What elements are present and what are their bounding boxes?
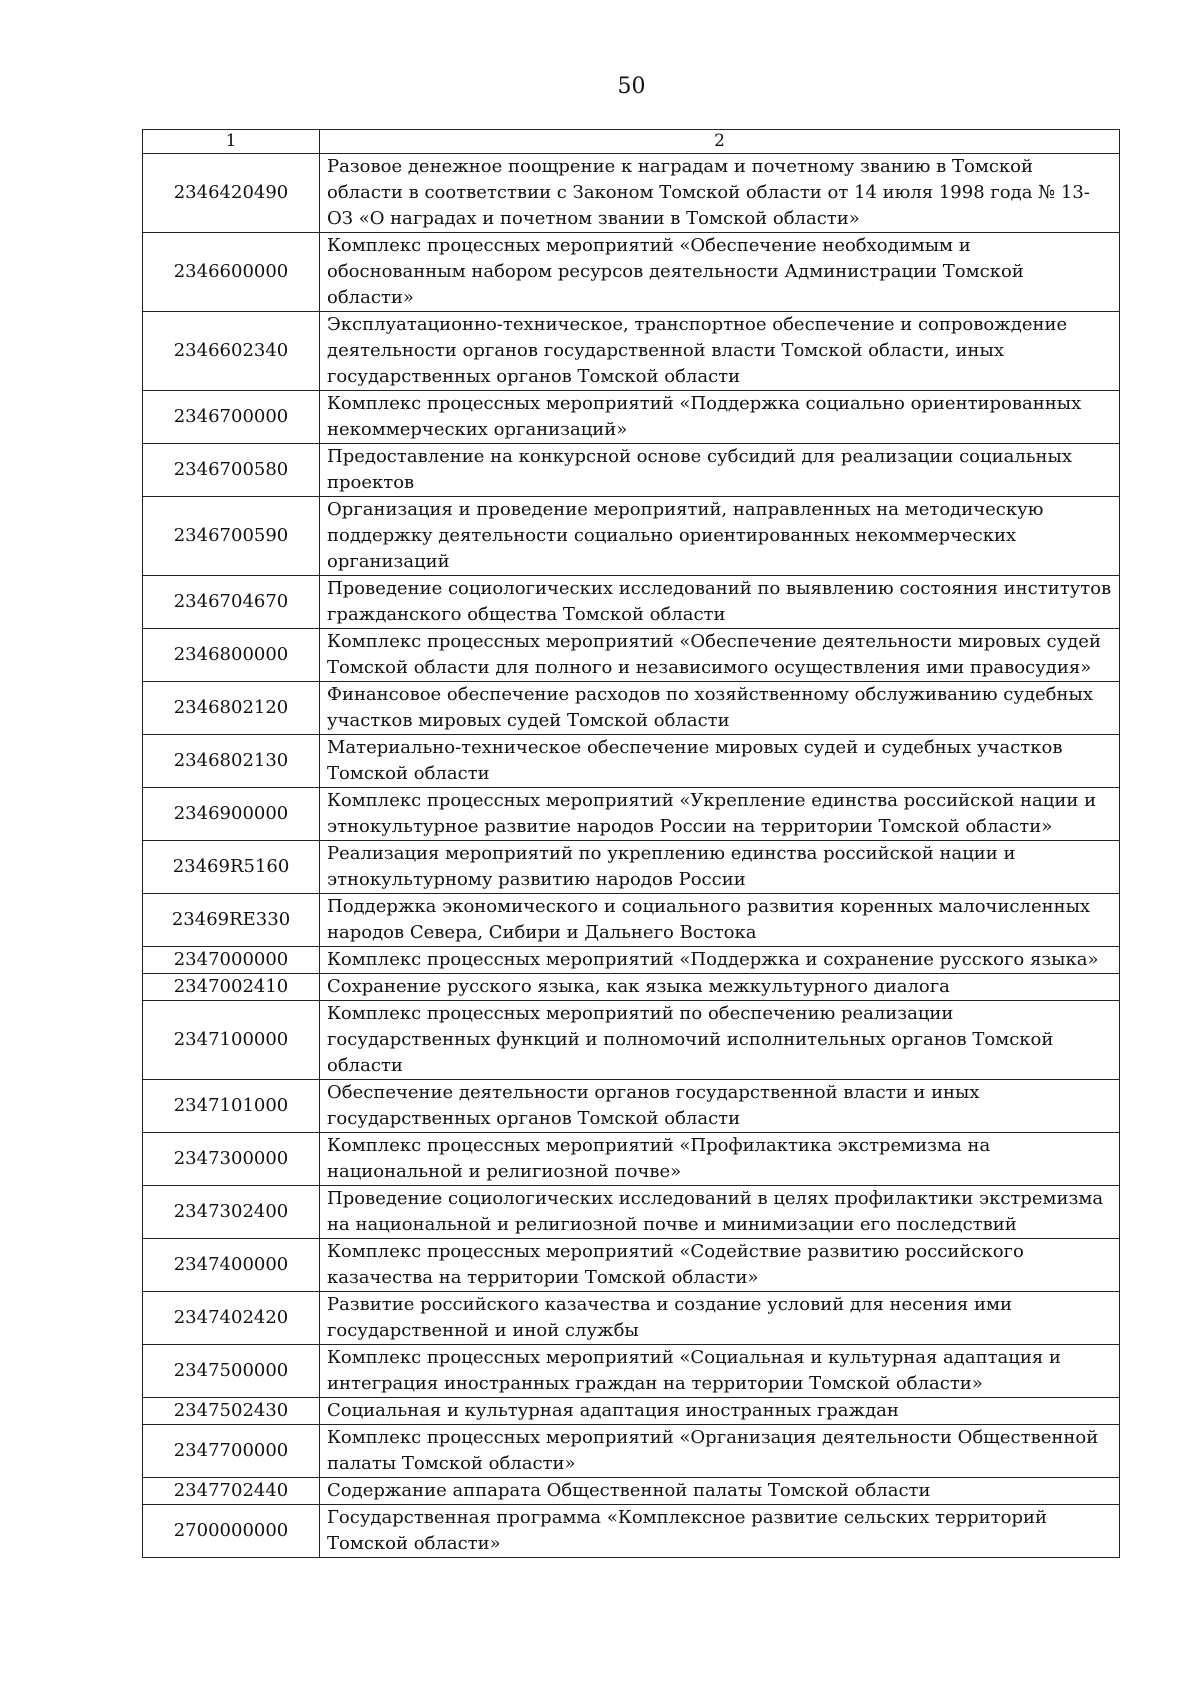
row-code: 2347300000 bbox=[143, 1133, 320, 1186]
row-description: Комплекс процессных мероприятий «Профилактика экстремизма на национальной и религиозной почве» bbox=[320, 1133, 1120, 1186]
row-description: Содержание аппарата Общественной палаты Томской области bbox=[320, 1478, 1120, 1505]
row-code: 2346700580 bbox=[143, 444, 320, 497]
table-row bbox=[143, 1133, 1120, 1186]
row-description: Материально-техническое обеспечение мировых судей и судебных участков Томской области bbox=[320, 735, 1120, 788]
row-code: 2347101000 bbox=[143, 1080, 320, 1133]
table-row bbox=[143, 312, 1120, 391]
row-code: 2347502430 bbox=[143, 1398, 320, 1425]
table-row bbox=[143, 1398, 1120, 1425]
row-description: Развитие российского казачества и создание условий для несения ими государственной и иной службы bbox=[320, 1292, 1120, 1345]
table-row bbox=[143, 1080, 1120, 1133]
table-row bbox=[143, 154, 1120, 233]
row-description: Эксплуатационно-техническое, транспортное обеспечение и сопровождение деятельности органов государственной власти Томской области, иных государственных органов Томской области bbox=[320, 312, 1120, 391]
row-code: 2347400000 bbox=[143, 1239, 320, 1292]
row-code: 2346600000 bbox=[143, 233, 320, 312]
table-row bbox=[143, 1186, 1120, 1239]
row-description: Комплекс процессных мероприятий «Поддержка и сохранение русского языка» bbox=[320, 947, 1120, 974]
row-code: 2347702440 bbox=[143, 1478, 320, 1505]
row-code: 23469R5160 bbox=[143, 841, 320, 894]
table-row bbox=[143, 1345, 1120, 1398]
table-row bbox=[143, 788, 1120, 841]
table-row bbox=[143, 629, 1120, 682]
table-row bbox=[143, 1425, 1120, 1478]
table-row bbox=[143, 682, 1120, 735]
row-description: Финансовое обеспечение расходов по хозяйственному обслуживанию судебных участков мировых судей Томской области bbox=[320, 682, 1120, 735]
table-row bbox=[143, 1239, 1120, 1292]
row-description: Комплекс процессных мероприятий «Поддержка социально ориентированных некоммерческих организаций» bbox=[320, 391, 1120, 444]
row-description: Организация и проведение мероприятий, направленных на методическую поддержку деятельности социально ориентированных некоммерческих организаций bbox=[320, 497, 1120, 576]
table-header-row bbox=[143, 130, 1120, 154]
row-description: Комплекс процессных мероприятий «Содействие развитию российского казачества на территории Томской области» bbox=[320, 1239, 1120, 1292]
page-number: 50 bbox=[617, 74, 646, 99]
column-header-code: 1 bbox=[143, 130, 320, 154]
column-header-description: 2 bbox=[320, 130, 1120, 154]
table-row bbox=[143, 947, 1120, 974]
row-description: Государственная программа «Комплексное развитие сельских территорий Томской области» bbox=[320, 1505, 1120, 1558]
row-description: Комплекс процессных мероприятий «Обеспечение деятельности мировых судей Томской области для полного и независимого осуществления ими правосудия» bbox=[320, 629, 1120, 682]
table-row bbox=[143, 391, 1120, 444]
row-code: 2347000000 bbox=[143, 947, 320, 974]
row-description: Предоставление на конкурсной основе субсидий для реализации социальных проектов bbox=[320, 444, 1120, 497]
row-code: 2346700000 bbox=[143, 391, 320, 444]
row-description: Проведение социологических исследований в целях профилактики экстремизма на национальной и религиозной почве и минимизации его последствий bbox=[320, 1186, 1120, 1239]
table-row bbox=[143, 1292, 1120, 1345]
row-description: Обеспечение деятельности органов государственной власти и иных государственных органов Томской области bbox=[320, 1080, 1120, 1133]
row-code: 2346602340 bbox=[143, 312, 320, 391]
row-description: Проведение социологических исследований по выявлению состояния институтов гражданского общества Томской области bbox=[320, 576, 1120, 629]
row-code: 2346800000 bbox=[143, 629, 320, 682]
row-description: Комплекс процессных мероприятий «Обеспечение необходимым и обоснованным набором ресурсов деятельности Администрации Томской области» bbox=[320, 233, 1120, 312]
table-row bbox=[143, 576, 1120, 629]
row-description: Поддержка экономического и социального развития коренных малочисленных народов Севера, Сибири и Дальнего Востока bbox=[320, 894, 1120, 947]
row-description: Разовое денежное поощрение к наградам и почетному званию в Томской области в соответствии с Законом Томской области от 14 июля 1998 года № 13-ОЗ «О наградах и почетном звании в Томской области» bbox=[320, 154, 1120, 233]
row-code: 2346420490 bbox=[143, 154, 320, 233]
row-code: 2346900000 bbox=[143, 788, 320, 841]
row-description: Комплекс процессных мероприятий «Укрепление единства российской нации и этнокультурное развитие народов России на территории Томской области» bbox=[320, 788, 1120, 841]
row-code: 2347402420 bbox=[143, 1292, 320, 1345]
table-row bbox=[143, 841, 1120, 894]
table-row bbox=[143, 974, 1120, 1001]
table-row bbox=[143, 1001, 1120, 1080]
row-description: Комплекс процессных мероприятий по обеспечению реализации государственных функций и полномочий исполнительных органов Томской области bbox=[320, 1001, 1120, 1080]
row-description: Реализация мероприятий по укреплению единства российской нации и этнокультурному развитию народов России bbox=[320, 841, 1120, 894]
row-description: Сохранение русского языка, как языка межкультурного диалога bbox=[320, 974, 1120, 1001]
row-code: 2346802120 bbox=[143, 682, 320, 735]
row-code: 2346704670 bbox=[143, 576, 320, 629]
row-code: 2346700590 bbox=[143, 497, 320, 576]
row-description: Социальная и культурная адаптация иностранных граждан bbox=[320, 1398, 1120, 1425]
row-code: 2347002410 bbox=[143, 974, 320, 1001]
row-code: 2347500000 bbox=[143, 1345, 320, 1398]
row-code: 2347302400 bbox=[143, 1186, 320, 1239]
row-code: 2346802130 bbox=[143, 735, 320, 788]
row-code: 2347100000 bbox=[143, 1001, 320, 1080]
table-row bbox=[143, 444, 1120, 497]
row-description: Комплекс процессных мероприятий «Организация деятельности Общественной палаты Томской области» bbox=[320, 1425, 1120, 1478]
table-row bbox=[143, 1505, 1120, 1558]
table-row bbox=[143, 233, 1120, 312]
row-code: 2347700000 bbox=[143, 1425, 320, 1478]
table-row bbox=[143, 1478, 1120, 1505]
row-code: 2700000000 bbox=[143, 1505, 320, 1558]
budget-classification-table bbox=[142, 129, 1120, 1558]
row-description: Комплекс процессных мероприятий «Социальная и культурная адаптация и интеграция иностранных граждан на территории Томской области» bbox=[320, 1345, 1120, 1398]
table-row bbox=[143, 497, 1120, 576]
table-row bbox=[143, 735, 1120, 788]
table-row bbox=[143, 894, 1120, 947]
row-code: 23469RE330 bbox=[143, 894, 320, 947]
